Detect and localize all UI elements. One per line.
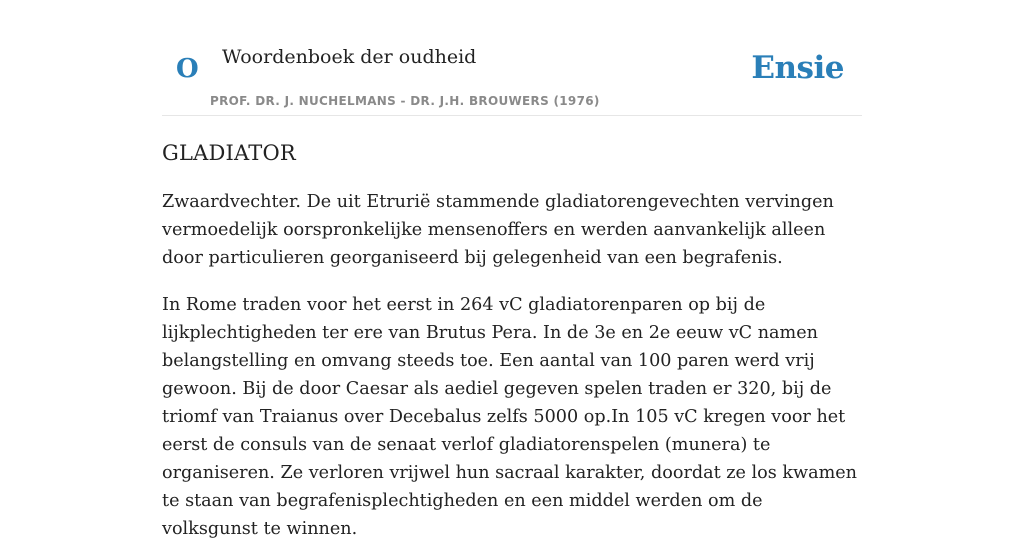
header <box>162 0 862 116</box>
book-title[interactable]: Woordenboek der oudheid <box>222 46 477 68</box>
document-page <box>162 0 862 543</box>
entry-paragraph-2: In Rome traden voor het eerst in 264 vC gladiatorenparen op bij de lijkplechtigheden ter ere van Brutus Pera. In de 3e en 2e eeuw vC namen belangstelling en omvang steeds toe. Een aantal van 100 paren werd vrij gewoon. Bij de door Caesar als aediel gegeven spelen traden er 320, bij de triomf van Traianus over Decebalus zelfs 5000 op.In 105 vC kregen voor het eerst de consuls van de senaat verlof gladiatorenspelen (munera) te organiseren. Ze verloren vrijwel hun sacraal karakter, doordat ze los kwamen te staan van begrafenisplechtigheden en een middel werden om de volksgunst te winnen. <box>162 295 858 539</box>
book-authors: PROF. DR. J. NUCHELMANS - DR. J.H. BROUWERS (1976) <box>210 94 600 108</box>
entry-paragraph-1: Zwaardvechter. De uit Etrurië stammende gladiatorengevechten vervingen vermoedelijk oorspronkelijke mensenoffers en werden aanvankelijk alleen door particulieren georganiseerd bij gelegenheid van een begrafenis. <box>162 192 834 268</box>
entry-title: GLADIATOR <box>162 141 296 165</box>
index-letter[interactable]: O <box>176 54 199 84</box>
brand-logo[interactable]: Ensie <box>751 50 844 86</box>
